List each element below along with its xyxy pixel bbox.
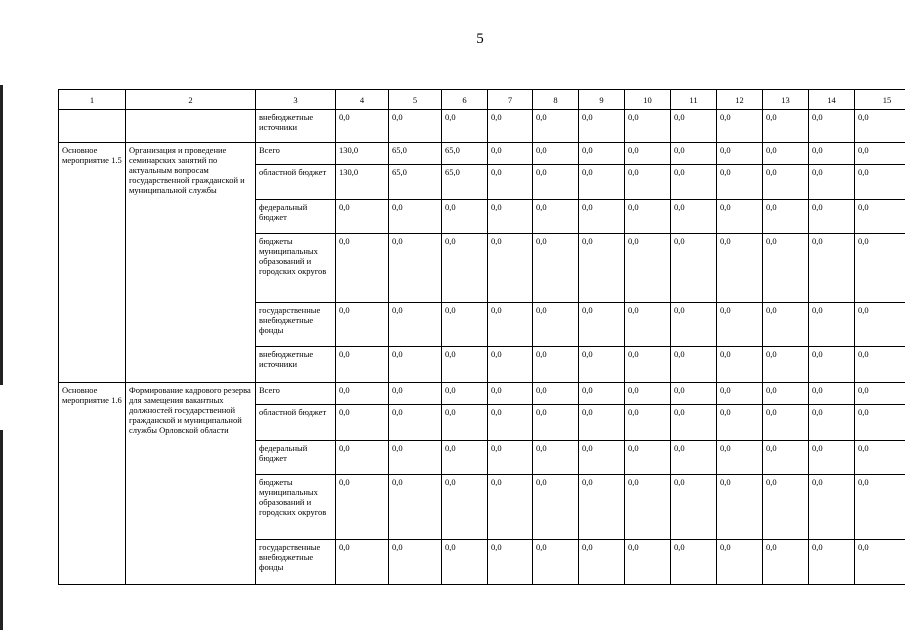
value-cell: 0,0 [579,110,625,143]
value-cell: 0,0 [389,405,442,441]
value-cell: 0,0 [625,347,671,383]
value-cell: 0,0 [809,165,855,200]
page-number: 5 [476,31,484,47]
value-cell: 0,0 [855,405,905,441]
value-cell: 0,0 [533,234,579,303]
empty-cell [59,110,126,143]
value-cell: 0,0 [625,165,671,200]
value-cell: 0,0 [625,475,671,540]
value-cell: 0,0 [625,143,671,165]
value-cell: 0,0 [671,234,717,303]
value-cell: 130,0 [336,165,389,200]
value-cell: 0,0 [717,347,763,383]
value-cell: 0,0 [533,383,579,405]
value-cell: 0,0 [336,475,389,540]
value-cell: 0,0 [671,383,717,405]
value-cell: 0,0 [671,200,717,234]
value-cell: 0,0 [671,441,717,475]
scan-edge-mark [0,85,3,385]
value-cell: 0,0 [579,200,625,234]
value-cell: 65,0 [442,143,488,165]
value-cell: 0,0 [717,303,763,347]
value-cell: 0,0 [389,347,442,383]
funding-source-cell: федеральный бюджет [256,200,336,234]
value-cell: 0,0 [625,441,671,475]
value-cell: 0,0 [671,475,717,540]
funding-source-cell: государственные внебюджетные фонды [256,303,336,347]
value-cell: 0,0 [809,540,855,585]
funding-source-cell: областной бюджет [256,405,336,441]
funding-source-cell: федеральный бюджет [256,441,336,475]
value-cell: 0,0 [809,441,855,475]
value-cell: 0,0 [671,303,717,347]
value-cell: 0,0 [442,200,488,234]
value-cell: 0,0 [855,475,905,540]
value-cell: 0,0 [389,441,442,475]
value-cell: 0,0 [579,347,625,383]
column-number-cell: 7 [488,90,533,110]
column-number-cell: 5 [389,90,442,110]
value-cell: 0,0 [763,383,809,405]
value-cell: 0,0 [488,405,533,441]
column-number-cell: 13 [763,90,809,110]
value-cell: 0,0 [855,540,905,585]
column-number-cell: 1 [59,90,126,110]
column-number-cell: 11 [671,90,717,110]
value-cell: 0,0 [763,441,809,475]
value-cell: 0,0 [442,540,488,585]
value-cell: 0,0 [579,165,625,200]
value-cell: 0,0 [389,540,442,585]
budget-table [58,89,905,585]
value-cell: 0,0 [855,110,905,143]
value-cell: 0,0 [389,475,442,540]
funding-source-cell: бюджеты муниципальных образований и городских округов [256,475,336,540]
value-cell: 65,0 [442,165,488,200]
value-cell: 0,0 [488,143,533,165]
value-cell: 0,0 [488,540,533,585]
value-cell: 0,0 [336,441,389,475]
value-cell: 0,0 [763,475,809,540]
value-cell: 0,0 [625,200,671,234]
value-cell: 0,0 [625,110,671,143]
value-cell: 0,0 [488,110,533,143]
value-cell: 0,0 [336,347,389,383]
value-cell: 0,0 [763,303,809,347]
value-cell: 0,0 [717,143,763,165]
value-cell: 0,0 [533,441,579,475]
column-number-cell: 6 [442,90,488,110]
value-cell: 0,0 [488,383,533,405]
value-cell: 0,0 [809,143,855,165]
activity-code-cell: Основное мероприятие 1.6 [59,383,126,585]
value-cell: 0,0 [809,303,855,347]
table-row [59,383,905,405]
column-number-row [59,90,905,110]
funding-source-cell: Всего [256,143,336,165]
table-row [59,110,905,143]
value-cell: 0,0 [533,200,579,234]
activity-name-cell: Организация и проведение семинарских занятий по актуальным вопросам государственной гражданской и муниципальной службы [126,143,256,383]
value-cell: 0,0 [717,475,763,540]
value-cell: 0,0 [579,383,625,405]
value-cell: 0,0 [442,347,488,383]
value-cell: 0,0 [442,110,488,143]
value-cell: 0,0 [579,234,625,303]
value-cell: 0,0 [625,383,671,405]
funding-source-cell: внебюджетные источники [256,110,336,143]
value-cell: 0,0 [336,383,389,405]
value-cell: 0,0 [671,110,717,143]
activity-name-cell: Формирование кадрового резерва для замещения вакантных должностей государственной гражданской и муниципальной службы Орловской области [126,383,256,585]
value-cell: 0,0 [763,347,809,383]
value-cell: 0,0 [579,540,625,585]
value-cell: 0,0 [336,405,389,441]
value-cell: 0,0 [336,200,389,234]
column-number-cell: 2 [126,90,256,110]
value-cell: 0,0 [809,475,855,540]
value-cell: 0,0 [855,303,905,347]
value-cell: 0,0 [336,234,389,303]
funding-source-cell: государственные внебюджетные фонды [256,540,336,585]
value-cell: 0,0 [671,540,717,585]
value-cell: 0,0 [389,200,442,234]
funding-source-cell: Всего [256,383,336,405]
value-cell: 0,0 [717,110,763,143]
value-cell: 0,0 [533,405,579,441]
funding-source-cell: областной бюджет [256,165,336,200]
value-cell: 0,0 [488,234,533,303]
value-cell: 0,0 [579,303,625,347]
column-number-cell: 10 [625,90,671,110]
value-cell: 0,0 [533,143,579,165]
value-cell: 0,0 [763,405,809,441]
value-cell: 0,0 [717,200,763,234]
value-cell: 0,0 [533,475,579,540]
column-number-cell: 15 [855,90,905,110]
value-cell: 0,0 [389,303,442,347]
value-cell: 0,0 [809,405,855,441]
value-cell: 0,0 [533,347,579,383]
value-cell: 0,0 [671,347,717,383]
value-cell: 0,0 [855,143,905,165]
value-cell: 0,0 [855,347,905,383]
value-cell: 0,0 [488,200,533,234]
budget-table-body [59,90,905,585]
value-cell: 0,0 [625,405,671,441]
scan-edge-mark [0,430,3,630]
column-number-cell: 3 [256,90,336,110]
funding-source-cell: внебюджетные источники [256,347,336,383]
value-cell: 0,0 [336,540,389,585]
value-cell: 0,0 [488,347,533,383]
empty-cell [126,110,256,143]
value-cell: 0,0 [855,165,905,200]
value-cell: 0,0 [336,110,389,143]
value-cell: 0,0 [488,303,533,347]
value-cell: 0,0 [717,234,763,303]
value-cell: 0,0 [488,475,533,540]
value-cell: 0,0 [533,110,579,143]
value-cell: 0,0 [809,200,855,234]
value-cell: 0,0 [579,475,625,540]
value-cell: 0,0 [579,441,625,475]
value-cell: 0,0 [389,383,442,405]
value-cell: 0,0 [488,165,533,200]
value-cell: 65,0 [389,165,442,200]
value-cell: 0,0 [763,143,809,165]
value-cell: 0,0 [763,200,809,234]
value-cell: 0,0 [855,383,905,405]
value-cell: 0,0 [442,405,488,441]
value-cell: 0,0 [442,475,488,540]
column-number-cell: 12 [717,90,763,110]
value-cell: 65,0 [389,143,442,165]
value-cell: 0,0 [717,441,763,475]
value-cell: 0,0 [763,165,809,200]
value-cell: 0,0 [579,405,625,441]
value-cell: 0,0 [625,303,671,347]
value-cell: 0,0 [442,441,488,475]
value-cell: 0,0 [671,143,717,165]
value-cell: 0,0 [763,234,809,303]
value-cell: 0,0 [717,165,763,200]
value-cell: 0,0 [855,441,905,475]
value-cell: 0,0 [809,234,855,303]
value-cell: 0,0 [717,383,763,405]
value-cell: 0,0 [671,405,717,441]
value-cell: 0,0 [389,234,442,303]
value-cell: 0,0 [442,383,488,405]
value-cell: 0,0 [855,200,905,234]
column-number-cell: 14 [809,90,855,110]
value-cell: 0,0 [763,540,809,585]
table-row [59,143,905,165]
value-cell: 0,0 [625,234,671,303]
value-cell: 0,0 [533,303,579,347]
value-cell: 0,0 [579,143,625,165]
funding-source-cell: бюджеты муниципальных образований и городских округов [256,234,336,303]
value-cell: 0,0 [442,234,488,303]
activity-code-cell: Основное мероприятие 1.5 [59,143,126,383]
value-cell: 0,0 [809,110,855,143]
column-number-cell: 9 [579,90,625,110]
value-cell: 0,0 [717,540,763,585]
value-cell: 0,0 [442,303,488,347]
value-cell: 0,0 [809,383,855,405]
value-cell: 0,0 [533,165,579,200]
value-cell: 0,0 [533,540,579,585]
column-number-cell: 8 [533,90,579,110]
value-cell: 0,0 [855,234,905,303]
value-cell: 130,0 [336,143,389,165]
value-cell: 0,0 [625,540,671,585]
value-cell: 0,0 [488,441,533,475]
value-cell: 0,0 [671,165,717,200]
value-cell: 0,0 [336,303,389,347]
value-cell: 0,0 [717,405,763,441]
column-number-cell: 4 [336,90,389,110]
value-cell: 0,0 [763,110,809,143]
value-cell: 0,0 [809,347,855,383]
value-cell: 0,0 [389,110,442,143]
